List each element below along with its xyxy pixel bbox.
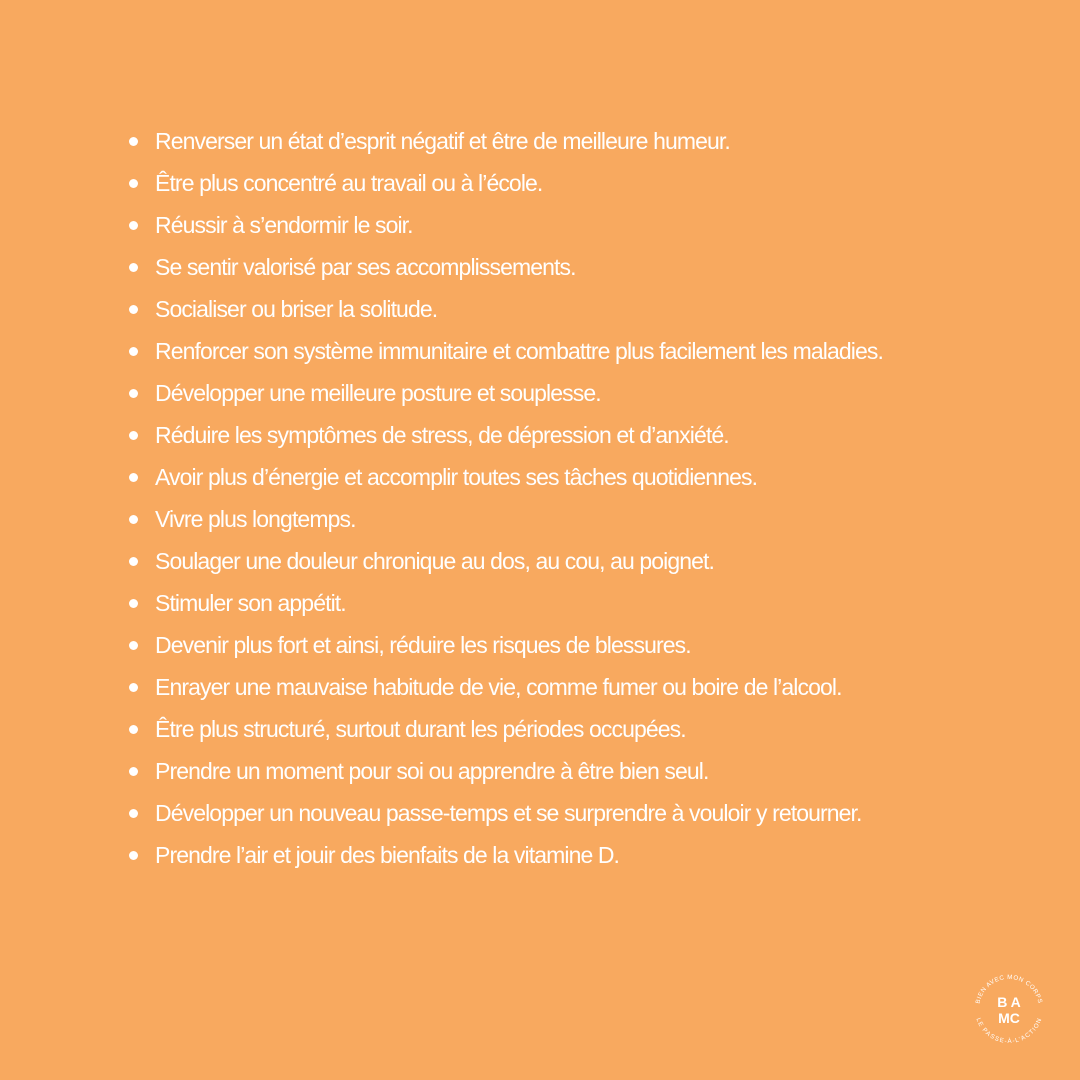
list-item xyxy=(128,120,1028,162)
list-item xyxy=(128,666,1028,708)
list-item xyxy=(128,246,1028,288)
list-item xyxy=(128,834,1028,876)
list-item-text: Vivre plus longtemps. xyxy=(155,506,356,532)
list-item-text: Être plus structuré, surtout durant les périodes occupées. xyxy=(155,716,686,742)
list-item xyxy=(128,204,1028,246)
bullet-icon xyxy=(129,767,138,776)
list-item xyxy=(128,792,895,834)
list-item-text: Renforcer son système immunitaire et combattre plus facilement les maladies. xyxy=(155,338,883,364)
bullet-icon xyxy=(129,725,138,734)
logo-ring-bottom-text: LE PASSE-À-L’ACTION xyxy=(974,1017,1044,1046)
list-item xyxy=(128,414,1028,456)
list-item xyxy=(128,540,1028,582)
bullet-icon xyxy=(129,809,138,818)
bullet-icon xyxy=(129,641,138,650)
list-item-text: Réussir à s’endormir le soir. xyxy=(155,212,413,238)
bullet-icon xyxy=(129,431,138,440)
list-item-text: Enrayer une mauvaise habitude de vie, comme fumer ou boire de l’alcool. xyxy=(155,674,842,700)
list-item xyxy=(128,708,1028,750)
bullet-icon xyxy=(129,221,138,230)
logo-letters-bottom: MC xyxy=(998,1010,1020,1026)
list-item-text: Avoir plus d’énergie et accomplir toutes ses tâches quotidiennes. xyxy=(155,464,758,490)
list-item-text: Prendre un moment pour soi ou apprendre à être bien seul. xyxy=(155,758,709,784)
list-item xyxy=(128,456,1028,498)
bullet-icon xyxy=(129,179,138,188)
bullet-icon xyxy=(129,305,138,314)
list-item-text: Stimuler son appétit. xyxy=(155,590,346,616)
list-item xyxy=(128,330,915,372)
bullet-icon xyxy=(129,137,138,146)
list-item xyxy=(128,582,1028,624)
list-item xyxy=(128,288,1028,330)
bullet-icon xyxy=(129,389,138,398)
list-item-text: Se sentir valorisé par ses accomplissements. xyxy=(155,254,576,280)
list-item xyxy=(128,498,1028,540)
bullet-icon xyxy=(129,683,138,692)
list-item-text: Prendre l’air et jouir des bienfaits de la vitamine D. xyxy=(155,842,620,868)
bullet-icon xyxy=(129,347,138,356)
bullet-icon xyxy=(129,557,138,566)
list-item xyxy=(128,624,1028,666)
list-item xyxy=(128,372,1028,414)
benefits-list xyxy=(128,120,1028,876)
list-item-text: Soulager une douleur chronique au dos, au cou, au poignet. xyxy=(155,548,715,574)
brand-logo-icon xyxy=(970,970,1048,1048)
list-item xyxy=(128,750,1028,792)
list-item-text: Socialiser ou briser la solitude. xyxy=(155,296,438,322)
logo-letters-top: B A xyxy=(997,994,1021,1010)
list-item-text: Renverser un état d’esprit négatif et être de meilleure humeur. xyxy=(155,128,730,154)
list-item xyxy=(128,162,1028,204)
brand-logo xyxy=(970,970,1048,1048)
bullet-icon xyxy=(129,515,138,524)
list-item-text: Développer un nouveau passe-temps et se surprendre à vouloir y retourner. xyxy=(155,800,862,826)
logo-ring-top-text: BIEN AVEC MON CORPS xyxy=(974,973,1044,1005)
bullet-icon xyxy=(129,263,138,272)
bullet-icon xyxy=(129,851,138,860)
list-item-text: Développer une meilleure posture et souplesse. xyxy=(155,380,601,406)
bullet-icon xyxy=(129,473,138,482)
bullet-icon xyxy=(129,599,138,608)
list-item-text: Réduire les symptômes de stress, de dépression et d’anxiété. xyxy=(155,422,729,448)
list-item-text: Devenir plus fort et ainsi, réduire les risques de blessures. xyxy=(155,632,691,658)
list-item-text: Être plus concentré au travail ou à l’école. xyxy=(155,170,543,196)
